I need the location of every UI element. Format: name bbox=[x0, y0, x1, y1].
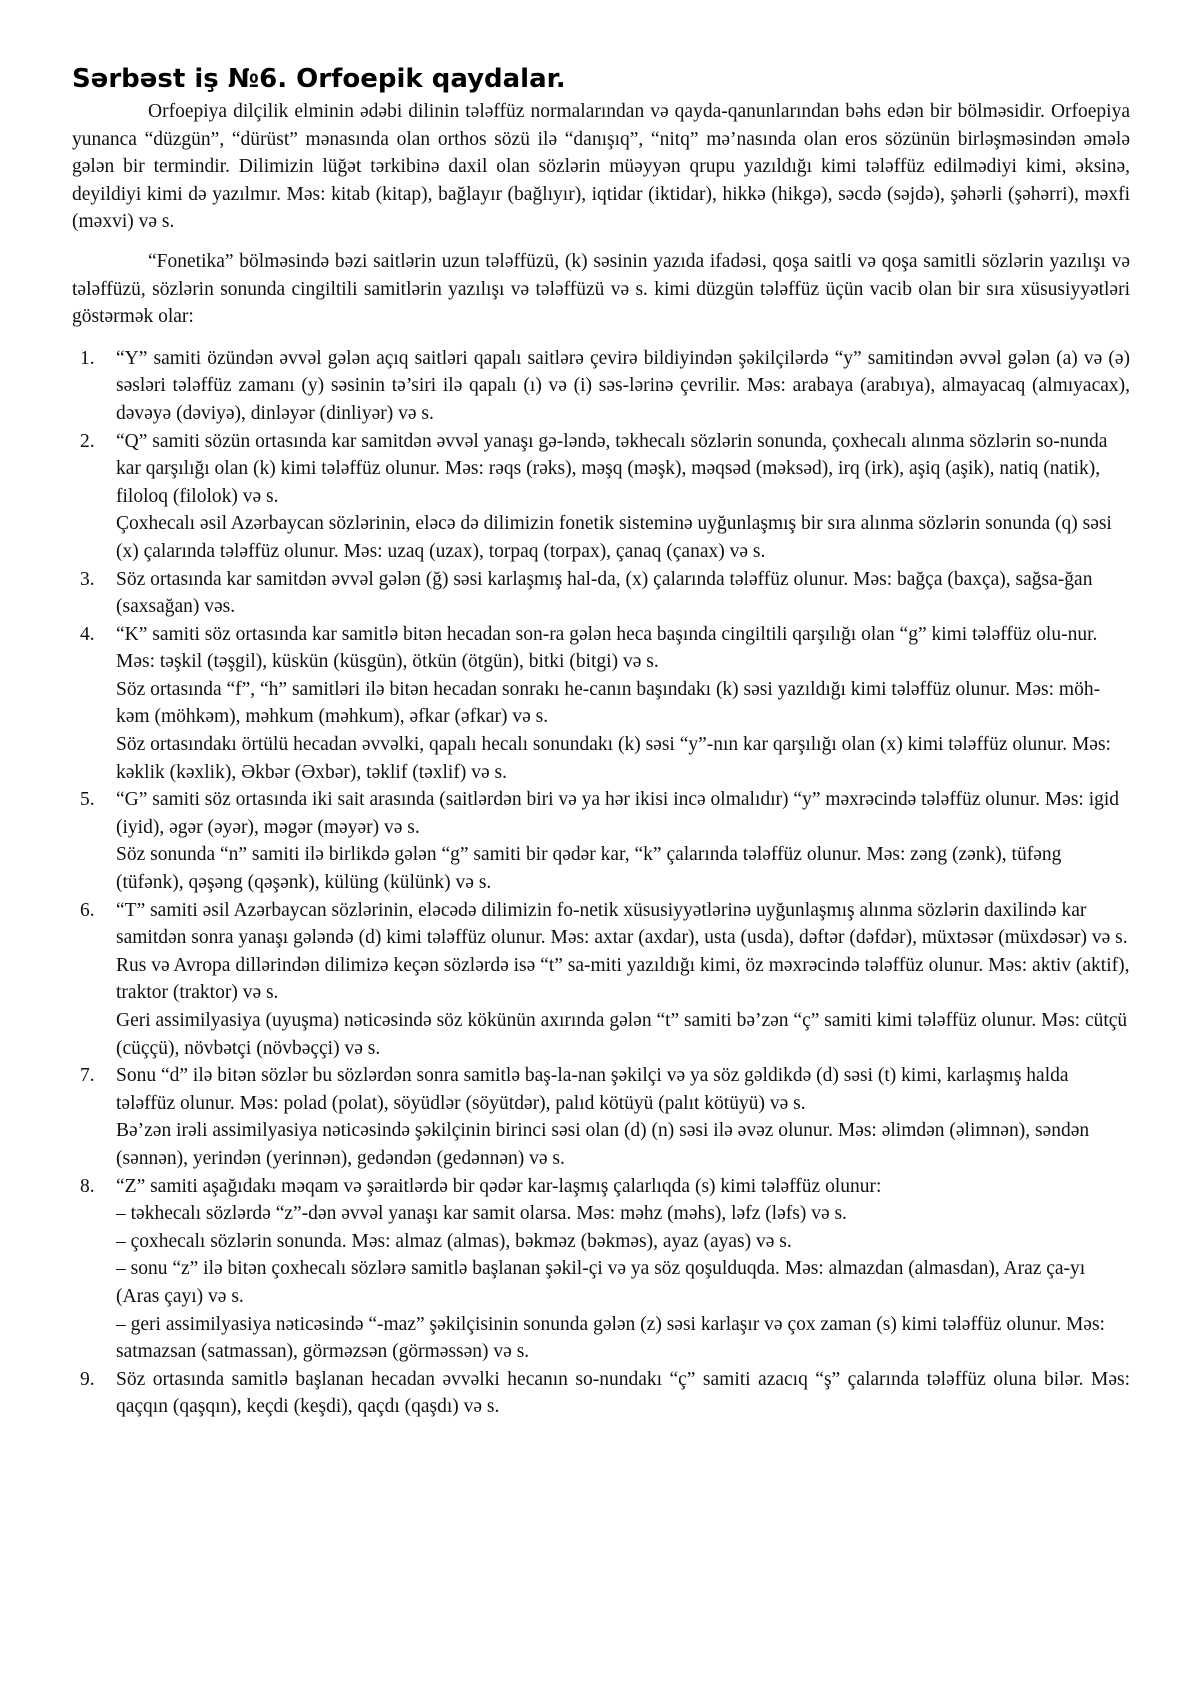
rule-text: Geri assimilyasiya (uyuşma) nəticəsində söz kökünün axırında gələn “t” samiti bə’zən “ç” samiti kimi tələffüz olunur. Məs: cütçü (cüççü), növbətçi (növbəççi) və s. bbox=[116, 1010, 1128, 1059]
rule-item bbox=[72, 345, 1130, 428]
rule-text: Söz ortasındakı örtülü hecadan əvvəlki, qapalı hecalı sonundakı (k) səsi “y”-nın kar qarşılığı olan (x) kimi tələffüz olunur. Məs: kəklik (kəxlik), Əkbər (Əxbər), təklif (təxlif) və s. bbox=[116, 734, 1111, 783]
rule-text: Bə’zən irəli assimilyasiya nəticəsində şəkilçinin birinci səsi olan (d) (n) səsi ilə əvəz olunur. Məs: əlimdən (əlimnən), səndən (sənnən), yerindən (yerinnən), gedəndən (gedənnən) və s. bbox=[116, 1120, 1090, 1169]
rule-text: “Q” samiti sözün ortasında kar samitdən əvvəl yanaşı gə-ləndə, təkhecalı sözlərin sonunda, çoxhecalı alınma sözlərin so-nunda kar qarşılığı olan (k) kimi tələffüz olunur. Məs: rəqs (rəks), məşq (məşk), məqsəd (məksəd), irq (irk), aşiq (aşik), natiq (natik), filoloq (filolok) və s. bbox=[116, 430, 1108, 507]
rule-number: 4. bbox=[80, 623, 95, 645]
document-title: Sərbəst iş №6. Orfoepik qaydalar. bbox=[72, 64, 566, 94]
rule-item bbox=[72, 897, 1130, 1063]
rule-text: Söz ortasında kar samitdən əvvəl gələn (ğ) səsi karlaşmış hal-da, (x) çalarında tələffüz olunur. Məs: bağça (baxça), sağsa-ğan (saxsağan) vəs. bbox=[116, 568, 1093, 618]
intro-paragraph-2: “Fonetika” bölməsində bəzi saitlərin uzun tələffüzü, (k) səsinin yazıda ifadəsi, qoşa saitli və qoşa samitli sözlərin yazılışı və tələffüzü, sözlərin sonunda cingiltili samitlərin yazılışı və tələffüzü və s. kimi düzgün tələffüz üçün vacib olan bir sıra xüsusiyyətləri göstərmək olar: bbox=[72, 250, 1130, 328]
rule-item bbox=[72, 786, 1130, 896]
rule-number: 3. bbox=[80, 568, 95, 590]
rule-text: – çoxhecalı sözlərin sonunda. Məs: almaz (almas), bəkməz (bəkməs), ayaz (ayas) və s. bbox=[116, 1230, 792, 1252]
rule-text: Sonu “d” ilə bitən sözlər bu sözlərdən sonra samitlə baş-la-nan şəkilçi və ya söz gəldikdə (d) səsi (t) kimi, karlaşmış halda tələffüz olunur. Məs: polad (polat), söyüdlər (söyütdər), palıd kötüyü (palıt kötüyü) və s. bbox=[116, 1065, 1069, 1114]
rules-list bbox=[72, 345, 1130, 1421]
rule-text: “T” samiti əsil Azərbaycan sözlərinin, eləcədə dilimizin fo-netik xüsusiyyətlərinə uyğunlaşmış alınma sözlərin daxilində kar samitdən sonra yanaşı gələndə (d) kimi tələffüz olunur. Məs: axtar (axdar), usta (usda), dəftər (dəfdər), müxtəsər (müxdəsər) və s. bbox=[116, 899, 1128, 949]
rule-text: Çoxhecalı əsil Azərbaycan sözlərinin, eləcə də dilimizin fonetik sisteminə uyğunlaşmış bir sıra alınma sözlərin sonunda (q) səsi (x) çalarında tələffüz olunur. Məs: uzaq (uzax), torpaq (torpax), çanaq (çanax) və s. bbox=[116, 513, 1112, 562]
rule-number: 2. bbox=[80, 430, 95, 452]
rule-item bbox=[72, 621, 1130, 787]
rule-text: “Y” samiti özündən əvvəl gələn açıq saitləri qapalı saitlərə çevirə bildiyindən şəkilçilərdə “y” samitindən əvvəl gələn (a) və (ə) səsləri tələffüz zamanı (y) səsinin tə’siri ilə qapalı (ı) və (i) səs-lərinə çevrilir. Məs: arabaya (arabıya), almayacaq (almıyacax), dəvəyə (dəviyə), dinləyər (dinliyər) və s. bbox=[116, 347, 1130, 424]
rule-number: 7. bbox=[80, 1065, 95, 1087]
rule-number: 5. bbox=[80, 789, 95, 811]
rule-number: 9. bbox=[80, 1368, 95, 1390]
rule-text: – sonu “z” ilə bitən çoxhecalı sözlərə samitlə başlanan şəkil-çi və ya söz qoşulduqda. Məs: almazdan (almasdan), Araz ça-yı (Aras çayı) və s. bbox=[116, 1258, 1086, 1307]
rule-text: Söz ortasında samitlə başlanan hecadan əvvəlki hecanın so-nundakı “ç” samiti azacıq “ş” çalarında tələffüz oluna bilər. Məs: qaçqın (qaşqın), keçdi (keşdi), qaçdı (qaşdı) və s. bbox=[116, 1368, 1130, 1418]
document-page bbox=[72, 62, 1130, 1421]
rule-item bbox=[72, 1366, 1130, 1421]
rule-item bbox=[72, 1062, 1130, 1172]
rule-text: Rus və Avropa dillərindən dilimizə keçən sözlərdə isə “t” sa-miti yazıldığı kimi, öz məxrəcində tələffüz olunur. Məs: aktiv (aktif), traktor (traktor) və s. bbox=[116, 954, 1130, 1004]
rule-text: Söz ortasında “f”, “h” samitləri ilə bitən hecadan sonrakı he-canın başındakı (k) səsi yazıldığı kimi tələffüz olunur. Məs: möh-kəm (möhkəm), məhkum (məhkum), əfkar (əfkar) və s. bbox=[116, 678, 1101, 728]
rule-number: 6. bbox=[80, 899, 95, 921]
rule-number: 8. bbox=[80, 1175, 95, 1197]
rule-text: “G” samiti söz ortasında iki sait arasında (saitlərdən biri və ya hər ikisi incə olmalıdır) “y” məxrəcində tələffüz olunur. Məs: igid (iyid), əgər (əyər), məgər (məyər) və s. bbox=[116, 789, 1120, 838]
rule-item bbox=[72, 566, 1130, 621]
rule-item bbox=[72, 1173, 1130, 1366]
rule-text: “K” samiti söz ortasında kar samitlə bitən hecadan son-ra gələn heca başında cingiltili qarşılığı olan “g” kimi tələffüz olu-nur. Məs: təşkil (təşgil), küskün (küsgün), ötkün (ötgün), bitki (bitgi) və s. bbox=[116, 623, 1098, 673]
intro-paragraph: Orfoepiya dilçilik elminin ədəbi dilinin tələffüz normalarından və qayda-qanunlarından bəhs edən bir bölməsidir. Orfoepiya yunanca “düzgün”, “dürüst” mənasında olan orthos sözü ilə “danışıq”, “nitq” mə’nasında olan eros sözünün birləşməsindən əmələ gələn bir termindir. Dilimizin lüğət tərkibinə daxil olan sözlərin müəyyən qrupu yazıldığı kimi tələffüz edilmədiyi kimi, əksinə, deyildiyi kimi də yazılmır. Məs: kitab (kitap), bağlayır (bağlıyır), iqtidar (iktidar), hikkə (hikgə), səcdə (səjdə), şəhərli (şəhərri), məxfi (məxvi) və s. bbox=[72, 101, 1130, 233]
rule-text: Söz sonunda “n” samiti ilə birlikdə gələn “g” samiti bir qədər kar, “k” çalarında tələffüz olunur. Məs: zəng (zənk), tüfəng (tüfənk), qəşəng (qəşənk), külüng (külünk) və s. bbox=[116, 844, 1062, 894]
rule-item bbox=[72, 428, 1130, 566]
rule-number: 1. bbox=[80, 347, 95, 369]
rule-text: – geri assimilyasiya nəticəsində “-maz” şəkilçisinin sonunda gələn (z) səsi karlaşır və çox zaman (s) kimi tələffüz olunur. Məs: satmazsan (satmassan), görməzsən (görməssən) və s. bbox=[116, 1313, 1105, 1363]
rule-text: “Z” samiti aşağıdakı məqam və şəraitlərdə bir qədər kar-laşmış çalarlıqda (s) kimi tələffüz olunur: bbox=[116, 1175, 882, 1197]
rule-text: – təkhecalı sözlərdə “z”-dən əvvəl yanaşı kar samit olarsa. Məs: məhz (məhs), ləfz (ləfs) və s. bbox=[116, 1203, 847, 1225]
